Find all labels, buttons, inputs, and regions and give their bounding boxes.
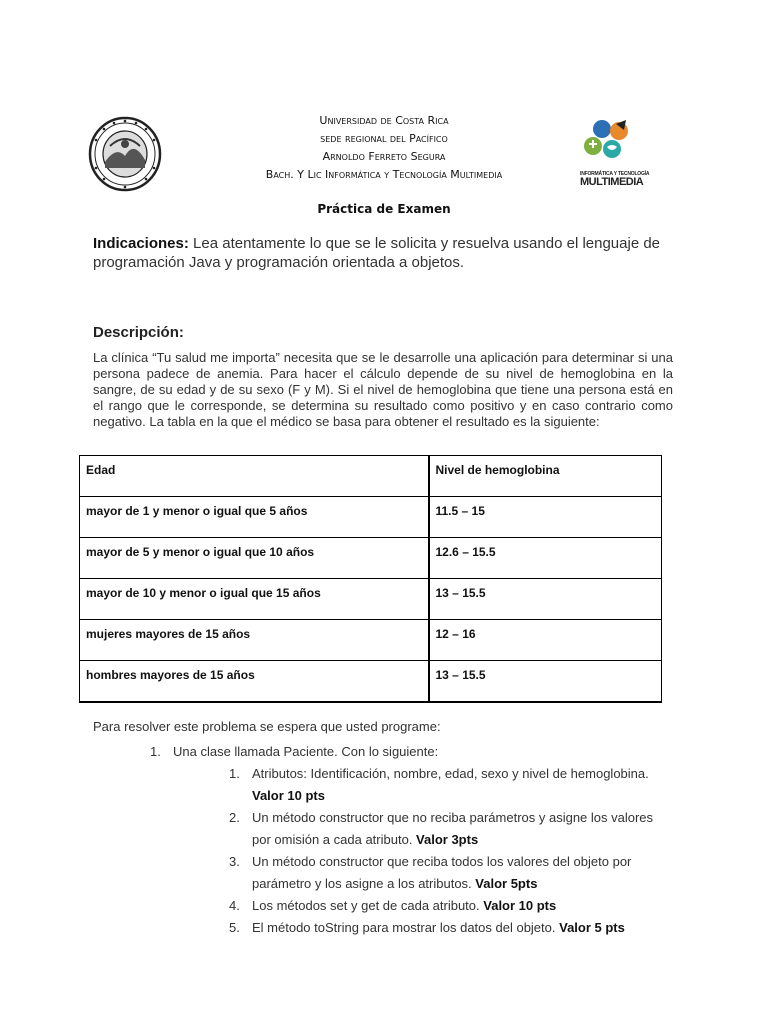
sublist-item bbox=[252, 920, 625, 935]
sublist-item-value bbox=[252, 788, 325, 803]
table-header-cell: Nivel de hemoglobina bbox=[429, 456, 662, 497]
table-row bbox=[80, 620, 662, 661]
points-value: Valor 10 pts bbox=[483, 898, 557, 913]
page-title: Práctica de Examen bbox=[317, 202, 451, 216]
program-logo bbox=[580, 118, 650, 190]
table-header-row bbox=[80, 456, 662, 497]
logo-circles-icon bbox=[580, 118, 640, 166]
sublist-number: 2. bbox=[229, 810, 240, 825]
points-value: Valor 5 pts bbox=[559, 920, 625, 935]
table-row bbox=[80, 497, 662, 538]
points-value: Valor 10 pts bbox=[252, 788, 325, 803]
sublist-item-cont bbox=[252, 876, 537, 891]
sublist-number: 1. bbox=[229, 766, 240, 781]
sublist-number: 3. bbox=[229, 854, 240, 869]
hemoglobin-table bbox=[79, 455, 662, 703]
sublist-item: Atributos: Identificación, nombre, edad, sexo y nivel de hemoglobina. bbox=[252, 766, 649, 781]
requirements-intro: Para resolver este problema se espera que usted programe: bbox=[93, 719, 441, 734]
sublist-item bbox=[252, 898, 556, 913]
table-row bbox=[80, 538, 662, 579]
sublist-number: 5. bbox=[229, 920, 240, 935]
table-cell: 13 – 15.5 bbox=[429, 579, 662, 620]
sublist-text: por omisión a cada atributo. bbox=[252, 832, 417, 847]
list-item: Una clase llamada Paciente. Con lo siguiente: bbox=[173, 744, 439, 759]
instructions-text: Lea atentamente lo que se le solicita y resuelva usando el lenguaje de programación Java y programación orientada a objetos. bbox=[93, 235, 661, 271]
table-cell: 12 – 16 bbox=[429, 620, 662, 661]
table-header-cell: Edad bbox=[80, 456, 429, 497]
sublist-item-cont bbox=[252, 832, 478, 847]
description-body: La clínica “Tu salud me importa” necesita que se le desarrolle una aplicación para determinar si una persona padece de anemia. Para hacer el cálculo depende de su nivel de hemoglobina en la sangre, de su edad y de su sexo (F y M). Si el nivel de hemoglobina que tiene una persona está en el rango que le corresponde, se determina su resultado como positivo y en caso contrario como negativo. La tabla en la que el médico se basa para obtener el resultado es la siguiente: bbox=[93, 350, 673, 429]
sublist-text: El método toString para mostrar los datos del objeto. bbox=[252, 920, 560, 935]
sublist-text: Los métodos set y get de cada atributo. bbox=[252, 898, 484, 913]
sublist-item: Un método constructor que reciba todos los valores del objeto por bbox=[252, 854, 632, 869]
table-cell: mayor de 1 y menor o igual que 5 años bbox=[80, 497, 429, 538]
table-cell: 12.6 – 15.5 bbox=[429, 538, 662, 579]
table-row bbox=[80, 579, 662, 620]
logo-text-top: INFORMÁTICA Y TECNOLOGÍA bbox=[580, 171, 650, 177]
table-cell: 11.5 – 15 bbox=[429, 497, 662, 538]
instructions-label: Indicaciones: bbox=[93, 235, 189, 252]
list-number: 1. bbox=[150, 744, 161, 759]
points-value: Valor 5pts bbox=[475, 876, 538, 891]
table-cell: mayor de 10 y menor o igual que 15 años bbox=[80, 579, 429, 620]
table-cell: mayor de 5 y menor o igual que 10 años bbox=[80, 538, 429, 579]
table-row bbox=[80, 661, 662, 702]
sublist-text: parámetro y los asigne a los atributos. bbox=[252, 876, 476, 891]
header-campus: sede regional del Pacífico bbox=[320, 132, 448, 145]
points-value: Valor 3pts bbox=[416, 832, 479, 847]
header-building: Arnoldo Ferreto Segura bbox=[322, 150, 446, 163]
sublist-number: 4. bbox=[229, 898, 240, 913]
description-heading: Descripción: bbox=[93, 324, 184, 341]
logo-text-bottom: MULTIMEDIA bbox=[580, 176, 644, 188]
table-cell: hombres mayores de 15 años bbox=[80, 661, 429, 702]
header-program: Bach. Y Lic Informática y Tecnología Multimedia bbox=[265, 168, 503, 181]
table-cell: 13 – 15.5 bbox=[429, 661, 662, 702]
sublist-item: Un método constructor que no reciba parámetros y asigne los valores bbox=[252, 810, 654, 825]
table-cell: mujeres mayores de 15 años bbox=[80, 620, 429, 661]
instructions-paragraph bbox=[93, 234, 675, 272]
header-university: Universidad de Costa Rica bbox=[319, 114, 449, 127]
